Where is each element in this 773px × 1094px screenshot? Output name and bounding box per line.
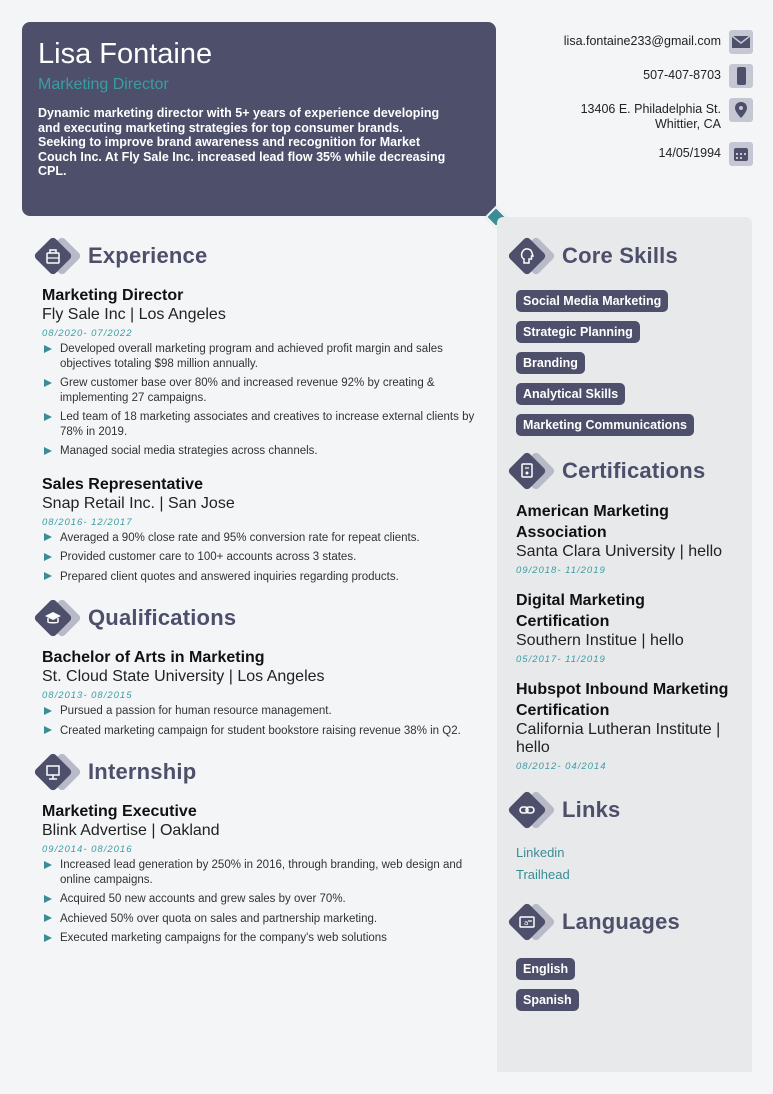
bullet-item: Pursued a passion for human resource management.: [42, 704, 486, 719]
section-certifications: [510, 451, 740, 491]
dob-text: 14/05/1994: [658, 146, 721, 160]
degree-title: Bachelor of Arts in Marketing: [42, 649, 265, 666]
contact-phone: [493, 64, 753, 88]
certification-item: [516, 501, 740, 576]
job-date: 08/2020- 07/2022: [42, 328, 133, 339]
cert-org: California Lutheran Institute | hello: [516, 721, 721, 756]
bullet-item: Led team of 18 marketing associates and creatives to increase external clients by 78% in 2019.: [42, 410, 486, 439]
phone-icon: [729, 64, 753, 88]
bullet-item: Achieved 50% over quota on sales and partnership marketing.: [42, 912, 486, 927]
job-org: Blink Advertise | Oakland: [42, 822, 220, 839]
languages-list: [510, 958, 740, 1020]
job-role: Marketing Executive: [42, 803, 197, 820]
envelope-icon: [729, 30, 753, 54]
experience-heading: Experience: [88, 243, 208, 268]
contact-email: [493, 30, 753, 54]
qualification-item: [42, 648, 486, 738]
briefcase-icon: [36, 236, 80, 276]
bullet-item: Provided customer care to 100+ accounts across 3 states.: [42, 550, 486, 565]
language-tag: English: [516, 958, 575, 980]
location-pin-icon: [729, 98, 753, 122]
link-icon: [510, 790, 554, 830]
section-internship: [36, 752, 486, 792]
main-column: [36, 236, 486, 951]
qualifications-heading: Qualifications: [88, 605, 237, 630]
cert-date: 05/2017- 11/2019: [516, 654, 606, 665]
languages-heading: Languages: [562, 909, 680, 934]
translate-icon: [510, 902, 554, 942]
svg-text:a: a: [524, 919, 529, 927]
contact-address: [493, 98, 753, 132]
cert-title: Hubspot Inbound Marketing Certification: [516, 681, 729, 719]
bullet-item: Grew customer base over 80% and increased revenue 92% by creating & implementing 27 campaigns.: [42, 376, 486, 405]
candidate-title: Marketing Director: [38, 76, 169, 93]
candidate-name: Lisa Fontaine: [38, 38, 213, 70]
job-role: Sales Representative: [42, 475, 203, 493]
bullet-item: Developed overall marketing program and achieved profit margin and sales objectives totaling $98 million annually.: [42, 342, 486, 371]
cert-date: 08/2012- 04/2014: [516, 761, 607, 772]
internship-item: [42, 802, 486, 946]
job-date: 09/2014- 08/2016: [42, 844, 133, 855]
skill-tag: Analytical Skills: [516, 383, 625, 405]
cert-title: American Marketing Association: [516, 503, 669, 541]
internship-heading: Internship: [88, 759, 197, 784]
certifications-heading: Certifications: [562, 458, 706, 483]
summary-text: Dynamic marketing director with 5+ years of experience developing and executing marketing strategies for top consumer brands. Seeking to improve brand awareness and recognition for Market Couch Inc. At Fly Sale Inc. increased lead flow 35% while decreasing CPL.: [38, 106, 446, 178]
presentation-board-icon: [36, 752, 80, 792]
cert-org: Santa Clara University | hello: [516, 543, 723, 560]
cert-date: 09/2018- 11/2019: [516, 565, 606, 576]
calendar-icon: [729, 142, 753, 166]
section-experience: [36, 236, 486, 276]
header-card: [22, 22, 496, 216]
bullet-item: Acquired 50 new accounts and grew sales by over 70%.: [42, 892, 486, 907]
skill-tag: Branding: [516, 352, 585, 374]
section-languages: [510, 902, 740, 942]
cert-org: Southern Institue | hello: [516, 632, 684, 649]
contact-dob: [493, 142, 753, 166]
cert-title: Digital Marketing Certification: [516, 592, 645, 630]
job-org: Snap Retail Inc. | San Jose: [42, 494, 235, 512]
links-list: [510, 842, 740, 886]
section-core-skills: [510, 236, 740, 276]
bullet-item: Prepared client quotes and answered inquiries regarding products.: [42, 570, 486, 585]
bullet-item: Executed marketing campaigns for the company's web solutions: [42, 931, 486, 946]
skill-tag: Marketing Communications: [516, 414, 694, 436]
core-skills-heading: Core Skills: [562, 243, 678, 268]
job-date: 08/2016- 12/2017: [42, 516, 133, 528]
address-line1: 13406 E. Philadelphia St.: [580, 102, 721, 116]
links-heading: Links: [562, 797, 621, 822]
school-org: St. Cloud State University | Los Angeles: [42, 668, 325, 685]
bullet-item: Increased lead generation by 250% in 2016, through branding, web design and online campaigns.: [42, 858, 486, 887]
language-tag: Spanish: [516, 989, 579, 1011]
skill-tag: Social Media Marketing: [516, 290, 668, 312]
job-org: Fly Sale Inc | Los Angeles: [42, 306, 226, 323]
contact-block: [493, 30, 753, 176]
sidebar-content: [510, 236, 740, 1020]
graduation-cap-icon: [36, 598, 80, 638]
brain-head-icon: [510, 236, 554, 276]
degree-date: 08/2013- 08/2015: [42, 690, 133, 701]
certificate-icon: [510, 451, 554, 491]
phone-text: 507-407-8703: [643, 68, 721, 82]
skills-list: [510, 290, 740, 445]
link-linkedin[interactable]: Linkedin: [516, 845, 565, 860]
bullet-item: Averaged a 90% close rate and 95% conversion rate for repeat clients.: [42, 531, 486, 546]
bullet-item: Created marketing campaign for student bookstore raising revenue 38% in Q2.: [42, 724, 486, 739]
section-qualifications: [36, 598, 486, 638]
skill-tag: Strategic Planning: [516, 321, 640, 343]
certification-item: [516, 679, 740, 772]
bullet-item: Managed social media strategies across channels.: [42, 444, 486, 459]
address-line2: Whittier, CA: [655, 117, 721, 131]
email-text[interactable]: lisa.fontaine233@gmail.com: [563, 34, 721, 48]
section-links: [510, 790, 740, 830]
job-role: Marketing Director: [42, 287, 184, 304]
link-trailhead[interactable]: Trailhead: [516, 867, 570, 882]
certification-item: [516, 590, 740, 665]
experience-item: [42, 475, 486, 585]
experience-item: [42, 286, 486, 459]
